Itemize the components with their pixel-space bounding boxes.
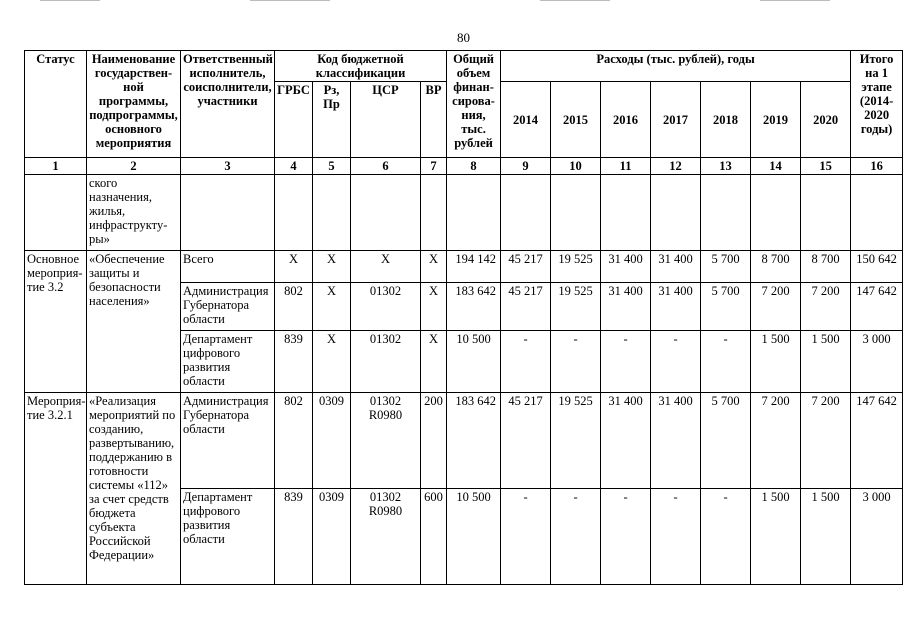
- header-year: 2014: [501, 82, 551, 158]
- status-cell: Мероприя-тие 3.2.1: [25, 393, 87, 585]
- rz-pr-cell: 0309: [313, 489, 351, 585]
- column-number: 16: [851, 158, 903, 175]
- header-year: 2020: [801, 82, 851, 158]
- scan-edge-mark: [250, 0, 330, 1]
- vr-cell: Х: [421, 283, 447, 331]
- column-number: 11: [601, 158, 651, 175]
- year-value: -: [601, 489, 651, 585]
- year-value: 1 500: [801, 331, 851, 393]
- column-number: 7: [421, 158, 447, 175]
- column-number: 6: [351, 158, 421, 175]
- executor-cell: Департамент цифрового развития области: [181, 489, 275, 585]
- executor-cell: Администрация Губернатора области: [181, 393, 275, 489]
- year-value: 8 700: [801, 251, 851, 283]
- total-cell: 10 500: [447, 489, 501, 585]
- year-value: -: [601, 331, 651, 393]
- vr-cell: Х: [421, 331, 447, 393]
- scan-edge-mark: [540, 0, 610, 1]
- name-cell: «Обеспечение защиты и безопасности населения»: [87, 251, 181, 393]
- csr-cell: Х: [351, 251, 421, 283]
- column-number: 9: [501, 158, 551, 175]
- name-continuation: ского назначения, жилья, инфраструкту-ры»: [87, 175, 181, 251]
- scan-edge-mark: [40, 0, 100, 1]
- column-number: 4: [275, 158, 313, 175]
- year-value: 31 400: [651, 283, 701, 331]
- year-value: -: [501, 331, 551, 393]
- column-number: 1: [25, 158, 87, 175]
- column-number: 13: [701, 158, 751, 175]
- year-value: -: [551, 331, 601, 393]
- csr-cell: 01302 R0980: [351, 489, 421, 585]
- rz-pr-cell: Х: [313, 251, 351, 283]
- header-rz-pr: Рз, Пр: [313, 82, 351, 158]
- table-row: [25, 175, 903, 251]
- year-value: -: [651, 489, 701, 585]
- budget-table: [24, 50, 903, 585]
- year-value: 45 217: [501, 283, 551, 331]
- stage-total: 3 000: [851, 331, 903, 393]
- year-value: 19 525: [551, 393, 601, 489]
- year-value: -: [701, 489, 751, 585]
- column-number: 8: [447, 158, 501, 175]
- year-value: -: [551, 489, 601, 585]
- year-value: 1 500: [751, 489, 801, 585]
- scan-edge-mark: [760, 0, 830, 1]
- year-value: 31 400: [651, 251, 701, 283]
- table-row: [25, 251, 903, 283]
- year-value: 31 400: [601, 251, 651, 283]
- header-year: 2017: [651, 82, 701, 158]
- page-number: 80: [457, 30, 470, 45]
- year-value: 19 525: [551, 251, 601, 283]
- header-executor: Ответственный исполнитель, соисполнители, участники: [181, 51, 275, 158]
- year-value: 31 400: [601, 393, 651, 489]
- year-value: -: [651, 331, 701, 393]
- vr-cell: 600: [421, 489, 447, 585]
- rz-pr-cell: Х: [313, 283, 351, 331]
- header-year: 2016: [601, 82, 651, 158]
- csr-cell: 01302 R0980: [351, 393, 421, 489]
- year-value: 5 700: [701, 283, 751, 331]
- year-value: 5 700: [701, 251, 751, 283]
- header-csr: ЦСР: [351, 82, 421, 158]
- year-value: 5 700: [701, 393, 751, 489]
- header-year: 2015: [551, 82, 601, 158]
- column-number: 3: [181, 158, 275, 175]
- name-cell: «Реализация мероприятий по созданию, развертыванию, поддержанию в готовности системы «112» за счет средств бюджета субъекта Российской Федерации»: [87, 393, 181, 585]
- grbs-cell: 839: [275, 489, 313, 585]
- header-grbs: ГРБС: [275, 82, 313, 158]
- stage-total: 150 642: [851, 251, 903, 283]
- header-vr: ВР: [421, 82, 447, 158]
- year-value: -: [501, 489, 551, 585]
- header-status: Статус: [25, 51, 87, 158]
- vr-cell: 200: [421, 393, 447, 489]
- csr-cell: 01302: [351, 331, 421, 393]
- table-row: [25, 393, 903, 489]
- year-value: 45 217: [501, 251, 551, 283]
- grbs-cell: 802: [275, 283, 313, 331]
- column-number-row: [25, 158, 903, 175]
- header-total-stage: Итого на 1 этапе (2014-2020 годы): [851, 51, 903, 158]
- year-value: 1 500: [801, 489, 851, 585]
- stage-total: 147 642: [851, 283, 903, 331]
- stage-total: 3 000: [851, 489, 903, 585]
- header-year: 2018: [701, 82, 751, 158]
- year-value: 19 525: [551, 283, 601, 331]
- executor-cell: Администрация Губернатора области: [181, 283, 275, 331]
- rz-pr-cell: 0309: [313, 393, 351, 489]
- grbs-cell: 839: [275, 331, 313, 393]
- total-cell: 194 142: [447, 251, 501, 283]
- header-year: 2019: [751, 82, 801, 158]
- vr-cell: Х: [421, 251, 447, 283]
- column-number: 14: [751, 158, 801, 175]
- total-cell: 10 500: [447, 331, 501, 393]
- year-value: 31 400: [651, 393, 701, 489]
- year-value: 31 400: [601, 283, 651, 331]
- column-number: 12: [651, 158, 701, 175]
- year-value: 7 200: [801, 393, 851, 489]
- year-value: 45 217: [501, 393, 551, 489]
- year-value: 7 200: [751, 283, 801, 331]
- column-number: 2: [87, 158, 181, 175]
- grbs-cell: Х: [275, 251, 313, 283]
- total-cell: 183 642: [447, 283, 501, 331]
- year-value: -: [701, 331, 751, 393]
- grbs-cell: 802: [275, 393, 313, 489]
- header-total-volume: Общий объем финан-сирова-ния, тыс. рублей: [447, 51, 501, 158]
- column-number: 5: [313, 158, 351, 175]
- total-cell: 183 642: [447, 393, 501, 489]
- csr-cell: 01302: [351, 283, 421, 331]
- header-name: Наименование государствен-ной программы, подпрограммы, основного мероприятия: [87, 51, 181, 158]
- year-value: 7 200: [751, 393, 801, 489]
- column-number: 10: [551, 158, 601, 175]
- column-number: 15: [801, 158, 851, 175]
- stage-total: 147 642: [851, 393, 903, 489]
- header-expenses: Расходы (тыс. рублей), годы: [501, 51, 851, 82]
- header-budget-code: Код бюджетной классификации: [275, 51, 447, 82]
- year-value: 8 700: [751, 251, 801, 283]
- rz-pr-cell: Х: [313, 331, 351, 393]
- year-value: 7 200: [801, 283, 851, 331]
- year-value: 1 500: [751, 331, 801, 393]
- executor-cell: Департамент цифрового развития области: [181, 331, 275, 393]
- executor-cell: Всего: [181, 251, 275, 283]
- status-cell: Основное мероприя-тие 3.2: [25, 251, 87, 393]
